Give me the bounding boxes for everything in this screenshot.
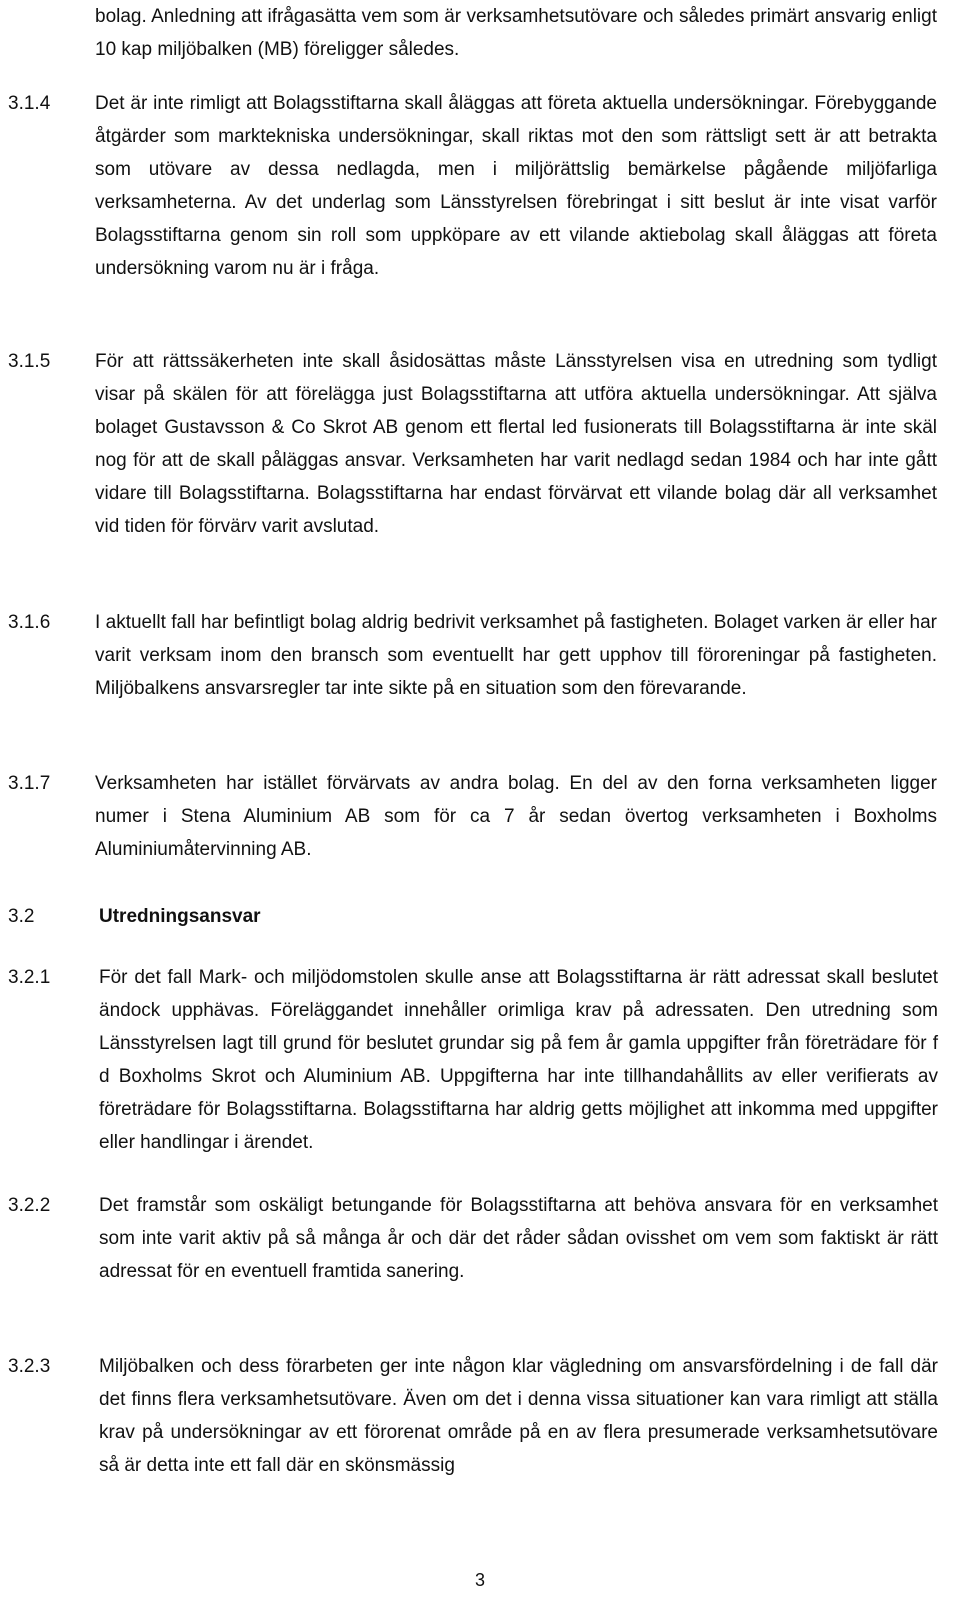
section-number-3-2-2: 3.2.2 xyxy=(8,1195,51,1216)
paragraph-3-2-3 xyxy=(99,1350,938,1482)
paragraph-3-2-2 xyxy=(99,1189,938,1288)
section-number-3-1-5: 3.1.5 xyxy=(8,351,51,372)
paragraph-3-1-5 xyxy=(95,345,937,543)
section-number-3-1-4: 3.1.4 xyxy=(8,93,51,114)
paragraph-text: För det fall Mark- och miljödomstolen skulle anse att Bolagsstiftarna är rätt adressat skall beslutet ändock upphävas. Föreläggandet innehåller orimliga krav på adressaten. Den utredning som Länsstyrelsen lagt till grund för beslutet grundar sig på fem år gamla uppgifter från företrädare för f d Boxholms Skrot och Aluminium AB. Uppgifterna har inte tillhandahållits av eller verifierats av företrädare för Bolagsstiftarna. Bolagsstiftarna har aldrig getts möjlighet att inkomma med uppgifter eller handlingar i ärendet. xyxy=(99,967,938,1153)
section-number-3-2-1: 3.2.1 xyxy=(8,967,51,988)
section-number-3-2-3: 3.2.3 xyxy=(8,1356,51,1377)
paragraph-3-1-7 xyxy=(95,767,937,866)
section-number-3-1-6: 3.1.6 xyxy=(8,612,51,633)
paragraph-text: bolag. Anledning att ifrågasätta vem som är verksamhetsutövare och således primärt ansvarig enligt 10 kap miljöbalken (MB) föreligger således. xyxy=(95,6,937,60)
paragraph-3-2-1 xyxy=(99,961,938,1159)
paragraph-3-1-4 xyxy=(95,87,937,285)
paragraph-text: I aktuellt fall har befintligt bolag aldrig bedrivit verksamhet på fastigheten. Bolaget varken är eller har varit verksam inom den bransch som eventuellt har gett upphov till föroreningar på fastigheten. Miljöbalkens ansvarsregler tar inte sikte på en situation som den förevarande. xyxy=(95,612,937,699)
section-number-3-2: 3.2 xyxy=(8,906,35,927)
heading-text: Utredningsansvar xyxy=(99,906,261,927)
paragraph-text: Miljöbalken och dess förarbeten ger inte någon klar vägledning om ansvarsfördelning i de fall där det finns flera verksamhetsutövare. Även om det i denna vissa situationer kan vara rimligt att ställa krav på undersökningar av ett förorenat område på en av flera presumerade verksamhetsutövare så är detta inte ett fall där en skönsmässig xyxy=(99,1356,938,1476)
paragraph-text: Verksamheten har istället förvärvats av andra bolag. En del av den forna verksamheten ligger numer i Stena Aluminium AB som för ca 7 år sedan övertog verksamheten i Boxholms Aluminiumåtervinning AB. xyxy=(95,773,937,860)
section-number-3-1-7: 3.1.7 xyxy=(8,773,51,794)
paragraph-text: För att rättssäkerheten inte skall åsidosättas måste Länsstyrelsen visa en utredning som tydligt visar på skälen för att förelägga just Bolagsstiftarna att utföra aktuella undersökningar. Att själva bolaget Gustavsson & Co Skrot AB genom ett flertal led fusionerats till Bolagsstiftarna är inte skäl nog för att de skall påläggas ansvar. Verksamheten har varit nedlagd sedan 1984 och har inte gått vidare till Bolagsstiftarna. Bolagsstiftarna har endast förvärvat ett vilande bolag där all verksamhet vid tiden för förvärv varit avslutad. xyxy=(95,351,937,537)
paragraph-text: Det är inte rimligt att Bolagsstiftarna skall åläggas att företa aktuella undersökningar. Förebyggande åtgärder som marktekniska undersökningar, skall riktas mot den som rättsligt sett är att betrakta som utövare av dessa nedlagda, men i miljörättslig bemärkelse pågående miljöfarliga verksamheterna. Av det underlag som Länsstyrelsen förebringat i sitt beslut är inte visat varför Bolagsstiftarna genom sin roll som uppköpare av ett vilande aktiebolag skall åläggas att företa undersökning varom nu är i fråga. xyxy=(95,93,937,279)
paragraph-3-1-6 xyxy=(95,606,937,705)
paragraph-text: Det framstår som oskäligt betungande för Bolagsstiftarna att behöva ansvara för en verksamhet som inte varit aktiv på så många år och där det råder sådan ovisshet om vem som faktiskt är rätt adressat för en eventuell framtida sanering. xyxy=(99,1195,938,1282)
section-heading xyxy=(99,900,938,933)
page-number: 3 xyxy=(474,1570,485,1590)
paragraph-continuation xyxy=(95,0,937,66)
